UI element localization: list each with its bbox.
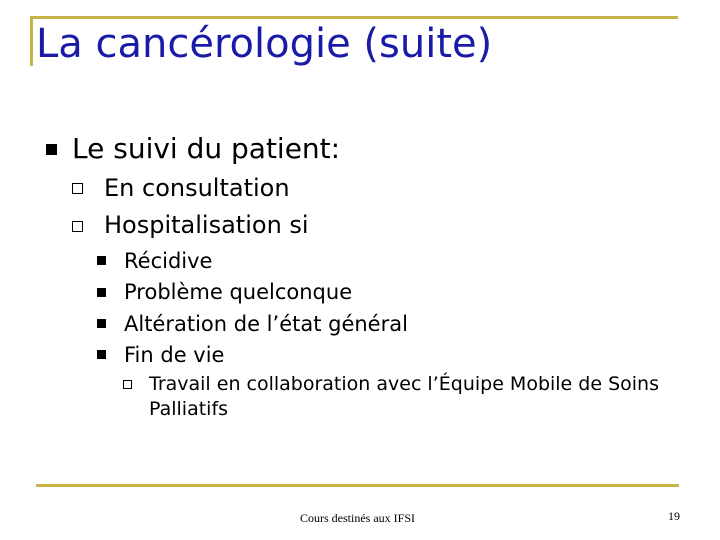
bullet-square-icon	[97, 319, 106, 328]
level3-item: Altération de l’état général	[124, 312, 408, 336]
footer-rule	[36, 484, 679, 487]
level3-item: Fin de vie	[124, 343, 225, 367]
level2-item: En consultation	[104, 174, 290, 202]
footer-text: Cours destinés aux IFSI	[300, 511, 415, 525]
page-number: 19	[668, 509, 680, 523]
level4-item-line1: Travail en collaboration avec l’Équipe Mobile de Soins	[149, 373, 659, 395]
title-frame-top	[30, 16, 678, 19]
bullet-checkbox-icon	[72, 183, 83, 194]
level3-item: Récidive	[124, 249, 213, 273]
bullet-square-icon	[97, 256, 106, 265]
bullet-checkbox-icon	[72, 221, 83, 232]
bullet-square-icon	[97, 288, 106, 297]
level3-item: Problème quelconque	[124, 280, 353, 304]
slide-title: La cancérologie (suite)	[36, 21, 493, 67]
title-frame-left	[30, 16, 33, 66]
bullet-square-icon	[97, 350, 106, 359]
bullet-square-icon	[46, 144, 57, 155]
bullet-checkbox-icon	[123, 380, 132, 389]
level1-item: Le suivi du patient:	[72, 132, 341, 165]
level2-item: Hospitalisation si	[104, 211, 309, 239]
level4-item-line2: Palliatifs	[149, 398, 229, 420]
